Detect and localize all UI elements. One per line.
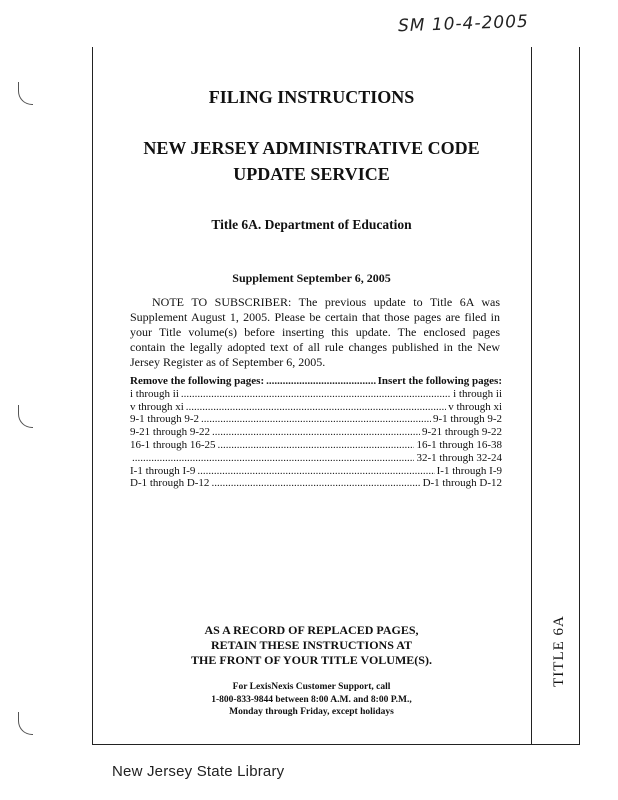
record-line1: AS A RECORD OF REPLACED PAGES, [204,623,419,637]
table-row [130,465,502,478]
table-row [130,401,502,414]
library-stamp: New Jersey State Library [112,763,285,780]
leader-dots [132,452,414,465]
table-row [130,413,502,426]
insert-pages: 16-1 through 16-38 [416,438,502,451]
remove-pages: D-1 through D-12 [130,477,210,490]
code-title [92,135,531,187]
table-row [130,439,502,452]
remove-pages: v through xi [130,400,184,413]
leader-dots [186,401,446,414]
remove-pages: I-1 through I-9 [130,464,196,477]
insert-header: Insert the following pages: [377,375,502,387]
record-line2: RETAIN THESE INSTRUCTIONS AT [210,638,413,652]
insert-pages: 9-21 through 9-22 [421,426,502,439]
tab-divider [531,47,532,745]
table-row [130,388,502,401]
table-header [130,375,502,388]
leader-dots [211,477,420,490]
document-body [92,47,531,745]
subscriber-note: NOTE TO SUBSCRIBER: The previous update to Title 6A was Supplement August 1, 2005. Please be certain that those pages are filed in your Title volume(s) before inserting this update. The enclosed pages contain the legally adopted text of all rule changes published in the New Jersey Register as of September 6, 2005. [130,295,500,369]
page-title: FILING INSTRUCTIONS [208,87,415,107]
handwritten-note: SM 10-4-2005 [397,11,530,37]
code-title-line2: UPDATE SERVICE [233,164,390,184]
support-line3: Monday through Friday, except holidays [229,707,394,717]
insert-pages: I-1 through I-9 [436,464,502,477]
code-title-line1: NEW JERSEY ADMINISTRATIVE CODE [143,138,480,158]
support-line1: For LexisNexis Customer Support, call [232,682,391,692]
remove-pages: 9-21 through 9-22 [130,426,211,439]
insert-pages: v through xi [448,400,502,413]
leader-dots [218,439,415,452]
remove-pages: 9-1 through 9-2 [130,413,200,426]
title-line: Title 6A. Department of Education [211,217,412,232]
supplement-date: Supplement September 6, 2005 [232,271,391,285]
tab-label: TITLE 6A [551,615,567,687]
insert-pages: D-1 through D-12 [422,477,502,490]
support-line2: 1-800-833-9844 between 8:00 A.M. and 8:00 P.M., [211,694,412,705]
remove-pages: 16-1 through 16-25 [130,438,216,451]
punch-mark [18,405,33,428]
leader-dots [181,388,451,401]
leader-dots [266,375,376,388]
remove-header: Remove the following pages: [130,375,265,387]
punch-mark [18,82,33,105]
leader-dots [201,413,431,426]
customer-support [92,681,531,719]
insert-pages: i through ii [453,387,502,400]
remove-pages: i through ii [130,387,179,400]
insert-pages: 9-1 through 9-2 [432,413,502,426]
record-instructions [92,623,531,668]
leader-dots [212,426,420,439]
punch-mark [18,712,33,735]
record-line3: THE FRONT OF YOUR TITLE VOLUME(S). [191,653,432,667]
table-row [130,452,502,465]
leader-dots [197,465,434,478]
table-row [130,426,502,439]
page-table [130,375,502,490]
table-row [130,477,502,490]
insert-pages: 32-1 through 32-24 [416,451,502,464]
